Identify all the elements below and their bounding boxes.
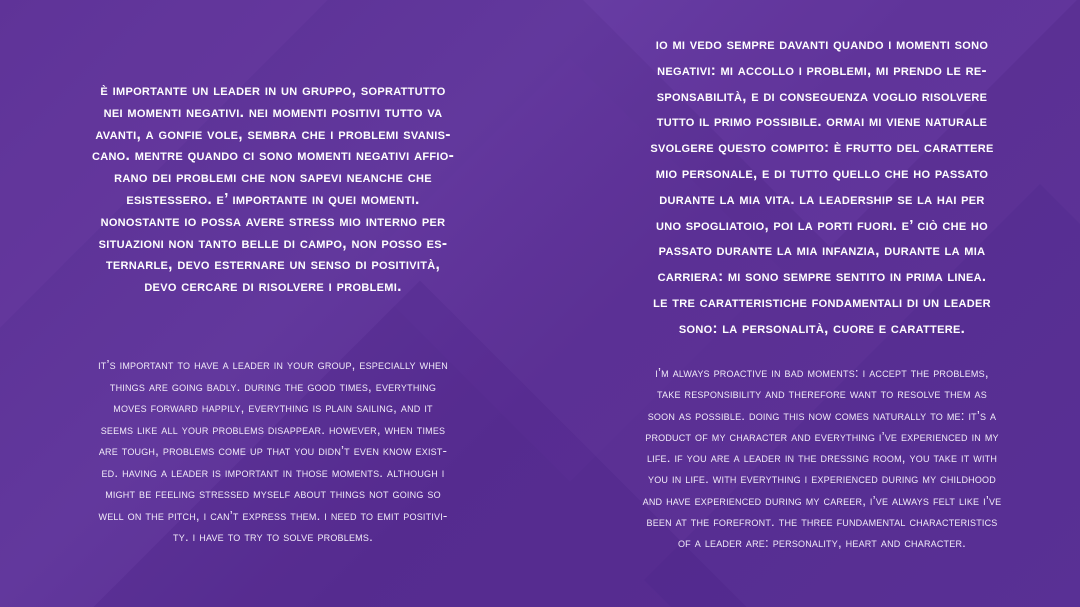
left-english-translation: it’s important to have a leader in your group, especially when things are going badly. during the good times, everything moves forward happily, everything is plain sailing, and it seems like all your problems disappear. however, when times are tough, problems come up that you didn’t even know exist- ed. having a leader is important in those moments. although i might be feeling stressed myself about things not going so well on the pitch, i can’t express them. i need to emit positivi- ty. i have to try to solve problems.: [98, 357, 448, 544]
right-italian-quote: io mi vedo sempre davanti quando i momenti sono negativi: mi accollo i problemi, mi prendo le re- sponsabilità, e di conseguenza voglio risolvere tutto il primo possibile. ormai mi viene naturale svolgere questo compito: è frutto del carattere mio personale, e di tutto quello che ho passato durante la mia vita. la leadership se la hai per uno spogliatoio, poi la porti fuori. e’ ciò che ho passato durante la mia infanzia, durante la mia carriera: mi sono sempre sentito in prima linea. le tre caratteristiche fondamentali di un leader sono: la personalità, cuore e carattere.: [650, 36, 994, 337]
right-english-translation: i’m always proactive in bad moments: i accept the problems, take responsibility and therefore want to resolve them as soon as possible. doing this now comes naturally to me: it’s a product of my character and everything i’ve experienced in my life. if you are a leader in the dressing room, you take it with you in life. with everything i experienced during my childhood and have experienced during my career, i’ve always felt like i’ve been at the forefront. the three fundamental characteristics of a leader are: personality, heart and character.: [642, 365, 1002, 551]
left-italian-quote: è importante un leader in un gruppo, soprattutto nei momenti negativi. nei momenti positivi tutto va avanti, a gonfie vole, sembra che i problemi svanis- cano. mentre quando ci sono momenti negativi affio- rano dei problemi che non sapevi neanche che esistessero. e’ importante in quei momenti. nonostante io possa avere stress mio interno per situazioni non tanto belle di campo, non posso es- ternarle, devo esternare un senso di positività, devo cercare di risolvere i problemi.: [91, 82, 455, 296]
